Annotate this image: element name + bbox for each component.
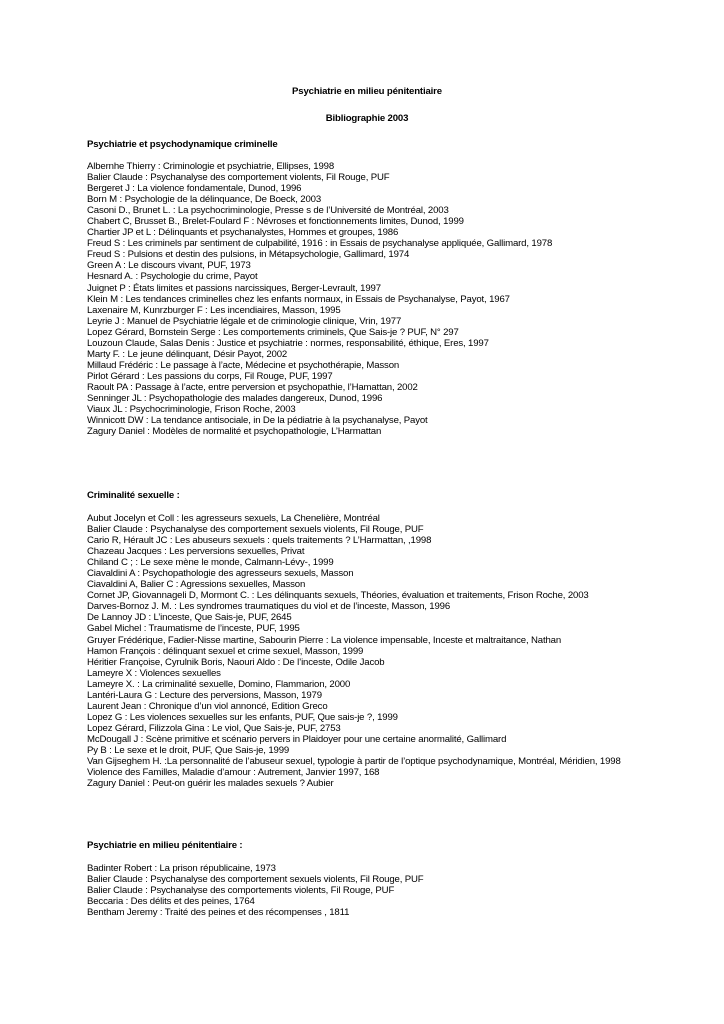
bibliography-entry: Born M : Psychologie de la délinquance, De Boeck, 2003 [87,194,322,206]
bibliography-entry: Leyrie J : Manuel de Psychiatrie légale et de criminologie clinique, Vrin, 1977 [87,315,402,327]
bibliography-entry: Hamon François : délinquant sexuel et crime sexuel, Masson, 1999 [87,645,364,657]
bibliography-entry: Cario R, Hérault JC : Les abuseurs sexuels : quels traitements ? L’Harmattan, ,1998 [87,535,432,547]
bibliography-entry: Badinter Robert : La prison républicaine, 1973 [87,863,276,874]
bibliography-entry: Green A : Le discours vivant, PUF, 1973 [87,260,251,272]
bibliography-entry: Winnicott DW : La tendance antisociale, in De la pédiatrie à la psychanalyse, Payot [87,415,428,427]
bibliography-entry: Pirlot Gérard : Les passions du corps, Fil Rouge, PUF, 1997 [87,370,333,382]
bibliography-entry: Casoni D., Brunet L. : La psychocriminologie, Presse s de l’Université de Montréal, 2003 [87,205,449,217]
bibliography-entry: Lameyre X. : La criminalité sexuelle, Domino, Flammarion, 2000 [87,678,351,690]
bibliography-entry: Balier Claude : Psychanalyse des comportement violents, Fil Rouge, PUF [87,172,390,184]
bibliography-entry: Laxenaire M, Kunrzburger F : Les incendiaires, Masson, 1995 [87,304,341,316]
bibliography-entry: Chiland C ; : Le sexe mène le monde, Calmann-Lévy-, 1999 [87,557,334,569]
bibliography-entry: Balier Claude : Psychanalyse des comportement sexuels violents, Fil Rouge, PUF [87,524,424,536]
bibliography-entry: Ciavaldini A : Psychopathologie des agresseurs sexuels, Masson [87,568,354,580]
bibliography-entry: Darves-Bornoz J. M. : Les syndromes traumatiques du viol et de l’inceste, Masson, 1996 [87,601,451,613]
bibliography-entry: Violence des Familles, Maladie d’amour : Autrement, Janvier 1997, 168 [87,767,380,779]
document-title: Psychiatrie en milieu pénitentiaire [292,86,442,97]
bibliography-entry: Van Gijseghem H. :La personnalité de l’abuseur sexuel, typologie à partir de l’optique psychodynamique, Montréal, Méridien, 1998 [87,756,621,768]
bibliography-entry: Bergeret J : La violence fondamentale, Dunod, 1996 [87,183,302,195]
bibliography-entry: Raoult PA : Passage à l’acte, entre perversion et psychopathie, l’Hamattan, 2002 [87,381,418,393]
bibliography-entry: Lameyre X : Violences sexuelles [87,667,221,679]
bibliography-entry: Balier Claude : Psychanalyse des comportements violents, Fil Rouge, PUF [87,885,395,897]
bibliography-entry: Laurent Jean : Chronique d’un viol annoncé, Edition Greco [87,700,328,712]
bibliography-entry: Gruyer Frédérique, Fadier-Nisse martine, Sabourin Pierre : La violence impensable, Inceste et maltraitance, Nathan [87,634,562,646]
bibliography-entry: Lantéri-Laura G : Lecture des perversions, Masson, 1979 [87,689,322,701]
bibliography-entry: Cornet JP, Giovannageli D, Mormont C. : Les délinquants sexuels, Théories, évaluation et traitements, Frison Roche, 2003 [87,590,589,602]
bibliography-entry: Klein M : Les tendances criminelles chez les enfants normaux, in Essais de Psychanalyse, Payot, 1967 [87,293,510,305]
bibliography-list [87,863,712,918]
bibliography-entry: Zagury Daniel : Modèles de normalité et psychopathologie, L’Harmattan [87,426,382,438]
bibliography-entry: Louzoun Claude, Salas Denis : Justice et psychiatrie : normes, responsabilité, éthique, Eres, 1997 [87,337,489,349]
bibliography-entry: Lopez Gérard, Bornstein Serge : Les comportements criminels, Que Sais-je ? PUF, N° 297 [87,326,459,338]
bibliography-entry: Balier Claude : Psychanalyse des comportement sexuels violents, Fil Rouge, PUF [87,874,424,886]
bibliography-entry: Ciavaldini A, Balier C : Agressions sexuelles, Masson [87,579,306,591]
section-heading: Psychiatrie et psychodynamique criminelle [87,139,278,150]
bibliography-entry: Marty F. : Le jeune délinquant, Désir Payot, 2002 [87,348,288,360]
section-heading: Criminalité sexuelle : [87,490,180,501]
bibliography-list [87,161,712,437]
bibliography-entry: Viaux JL : Psychocriminologie, Frison Roche, 2003 [87,404,296,416]
bibliography-entry: Chabert C, Brusset B., Brelet-Foulard F : Névroses et fonctionnements limites, Dunod, 1999 [87,216,464,228]
bibliography-entry: Bentham Jeremy : Traité des peines et des récompenses , 1811 [87,907,350,919]
bibliography-entry: Freud S : Pulsions et destin des pulsions, in Métapsychologie, Gallimard, 1974 [87,249,410,261]
bibliography-entry: Lopez G : Les violences sexuelles sur les enfants, PUF, Que sais-je ?, 1999 [87,711,398,723]
bibliography-entry: Albernhe Thierry : Criminologie et psychiatrie, Ellipses, 1998 [87,161,335,172]
bibliography-entry: Lopez Gérard, Filizzola Gina : Le viol, Que Sais-je, PUF, 2753 [87,722,341,734]
bibliography-entry: Gabel Michel : Traumatisme de l’inceste, PUF, 1995 [87,623,300,635]
section-heading: Psychiatrie en milieu pénitentiaire : [87,840,243,851]
bibliography-entry: McDougall J : Scène primitive et scénario pervers in Plaidoyer pour une certaine anormalité, Gallimard [87,733,507,745]
bibliography-entry: Chazeau Jacques : Les perversions sexuelles, Privat [87,546,305,558]
bibliography-entry: Senninger JL : Psychopathologie des malades dangereux, Dunod, 1996 [87,392,383,404]
bibliography-entry: Freud S : Les criminels par sentiment de culpabilité, 1916 : in Essais de psychanalyse appliquée, Gallimard, 1978 [87,238,553,250]
bibliography-entry: Chartier JP et L : Délinquants et psychanalystes, Hommes et groupes, 1986 [87,227,399,239]
bibliography-entry: Millaud Frédéric : Le passage à l’acte, Médecine et psychothérapie, Masson [87,359,400,371]
bibliography-entry: Zagury Daniel : Peut-on guérir les malades sexuels ? Aubier [87,778,334,790]
bibliography-entry: Juignet P : États limites et passions narcissiques, Berger-Levrault, 1997 [87,282,381,294]
bibliography-entry: Py B : Le sexe et le droit, PUF, Que Sais-je, 1999 [87,744,290,756]
bibliography-list [87,513,712,789]
bibliography-entry: Beccaria : Des délits et des peines, 1764 [87,896,255,908]
document-subtitle: Bibliographie 2003 [325,113,409,124]
bibliography-entry: De Lannoy JD : L’inceste, Que Sais-je, PUF, 2645 [87,612,292,624]
bibliography-entry: Aubut Jocelyn et Coll : les agresseurs sexuels, La Chenelière, Montréal [87,513,380,524]
bibliography-entry: Hesnard A. : Psychologie du crime, Payot [87,271,258,283]
bibliography-entry: Héritier Françoise, Cyrulnik Boris, Naouri Aldo : De l’inceste, Odile Jacob [87,656,385,668]
